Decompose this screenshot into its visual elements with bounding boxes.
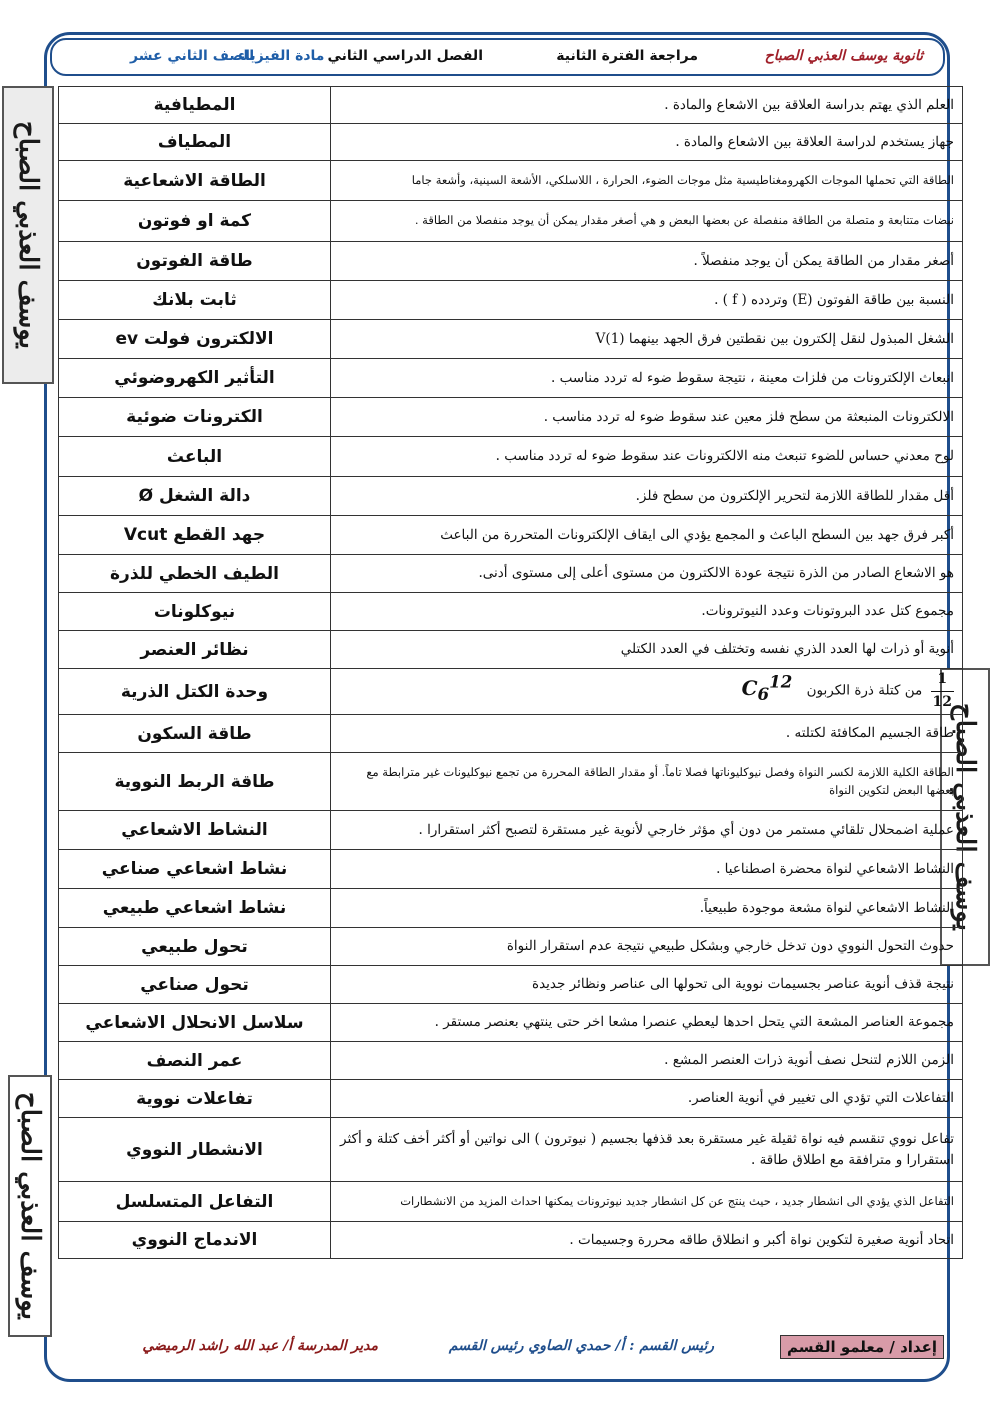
side-watermark-text: يوسف العذبي الصباح	[13, 121, 43, 349]
table-row	[59, 359, 963, 398]
side-watermark-text: يوسف العذبي الصباح	[950, 703, 980, 931]
glossary-table	[58, 86, 963, 1259]
term-cell: طاقة الفوتون	[59, 242, 331, 281]
table-row	[59, 555, 963, 593]
table-row	[59, 811, 963, 850]
term-cell: تحول صناعي	[59, 966, 331, 1004]
review-title: مراجعة الفترة الثانية	[556, 48, 698, 64]
table-row	[59, 1222, 963, 1259]
definition-cell: التفاعلات التي تؤدي الى تغيير في أنوية العناصر.	[331, 1080, 963, 1118]
department-head: رئيس القسم : أ/ حمدي الصاوي رئيس القسم	[448, 1338, 714, 1354]
table-row	[59, 631, 963, 669]
definition-cell: النسبة بين طاقة الفوتون (E) وتردده ( f ) .	[331, 281, 963, 320]
definition-cell: اتحاد أنوية صغيرة لتكوين نواة أكبر و انطلاق طاقه محررة وجسيمات .	[331, 1222, 963, 1259]
class-label: للصف الثاني عشر	[130, 48, 255, 64]
table-row	[59, 593, 963, 631]
term-cell: نشاط اشعاعي طبيعي	[59, 889, 331, 928]
term-cell: الكترونات ضوئية	[59, 398, 331, 437]
table-row	[59, 1004, 963, 1042]
term-cell: التأثير الكهروضوئي	[59, 359, 331, 398]
nuclide-symbol	[741, 671, 793, 704]
table-row	[59, 1118, 963, 1182]
term-cell: وحدة الكتل الذرية	[59, 669, 331, 715]
table-row	[59, 669, 963, 715]
definition-cell: حدوث التحول النووي دون تدخل خارجي وبشكل طبيعي نتيجة عدم استقرار النواة	[331, 928, 963, 966]
definition-cell: لوح معدني حساس للضوء تنبعث منه الالكترونات عند سقوط ضوء له تردد مناسب .	[331, 437, 963, 477]
definition-cell: أصغر مقدار من الطاقة يمكن أن يوجد منفصلاً .	[331, 242, 963, 281]
side-watermark-text: يوسف العذبي الصباح	[15, 1092, 45, 1320]
semester-label: الفصل الدراسي الثاني	[327, 48, 483, 64]
definition-cell: الطاقة التي تحملها الموجات الكهرومغناطيسية مثل موجات الضوء، الحرارة ، اللاسلكي، الأشعة السينية، وأشعة جاما	[331, 161, 963, 201]
table-row	[59, 398, 963, 437]
term-cell: جهد القطع Vcut	[59, 516, 331, 555]
page-footer	[58, 1332, 944, 1364]
term-cell: الطيف الخطي للذرة	[59, 555, 331, 593]
term-cell: سلاسل الانحلال الاشعاعي	[59, 1004, 331, 1042]
fraction-denominator: 12	[932, 694, 952, 710]
table-row	[59, 87, 963, 124]
nuclide-letter: C	[741, 676, 758, 700]
term-cell: تفاعلات نووية	[59, 1080, 331, 1118]
subject-label: مادة الفيزياء	[238, 48, 325, 64]
fraction	[931, 669, 954, 713]
table-row	[59, 850, 963, 889]
definition-cell: نتيجة قذف أنوية عناصر بجسيمات نووية الى تحولها الى عناصر ونظائر جديدة	[331, 966, 963, 1004]
table-row	[59, 320, 963, 359]
definition-cell: التفاعل الذي يؤدي الى انشطار جديد ، حيث ينتج عن كل انشطار جديد نيوترونات يمكنها احداث المزيد من الانشطارات	[331, 1182, 963, 1222]
table-row	[59, 281, 963, 320]
term-cell: نظائر العنصر	[59, 631, 331, 669]
definition-cell: أقل مقدار للطاقة اللازمة لتحرير الإلكترون من سطح فلز.	[331, 477, 963, 516]
definition-cell: الزمن اللازم لتنحل نصف أنوية ذرات العنصر المشع .	[331, 1042, 963, 1080]
definition-cell: نبضات متتابعة و متصلة من الطاقة منفصلة عن بعضها البعض و هي أصغر مقدار يمكن أن يوجد منفصلا من الطاقة .	[331, 201, 963, 242]
term-cell: النشاط الاشعاعي	[59, 811, 331, 850]
definition-cell: أكبر فرق جهد بين السطح الباعث و المجمع يؤدي الى ايقاف الإلكترونات المتحررة من الباعث	[331, 516, 963, 555]
term-cell: نشاط اشعاعي صناعي	[59, 850, 331, 889]
table-row	[59, 753, 963, 811]
definition-cell: انبعاث الإلكترونات من فلزات معينة ، نتيجة سقوط ضوء له تردد مناسب .	[331, 359, 963, 398]
nuclide-atomic-number: 6	[757, 684, 770, 704]
page-header	[50, 38, 945, 76]
table-row	[59, 242, 963, 281]
fraction-numerator: 1	[931, 669, 954, 692]
school-name: ثانوية يوسف العذبي الصباح	[764, 48, 923, 64]
definition-cell	[331, 669, 963, 715]
definition-cell: النشاط الاشعاعي لنواة محضرة اصطناعيا .	[331, 850, 963, 889]
definition-cell: طاقة الجسيم المكافئة لكتلته .	[331, 715, 963, 753]
term-cell: الطاقة الاشعاعية	[59, 161, 331, 201]
definition-cell: الالكترونات المنبعثة من سطح فلز معين عند سقوط ضوء له تردد مناسب .	[331, 398, 963, 437]
table-row	[59, 1042, 963, 1080]
definition-cell: جهاز يستخدم لدراسة العلاقة بين الاشعاع والمادة .	[331, 124, 963, 161]
definition-cell: الطاقة الكلية اللازمة لكسر النواة وفصل نيوكليوناتها فصلا تاماً. أو مقدار الطاقة المحررة من تجمع نيوكليونات غير مترابطة مع بعضها البعض لتكوين النواة	[331, 753, 963, 811]
term-cell: الباعث	[59, 437, 331, 477]
definition-text: من كتلة ذرة الكربون	[806, 683, 923, 699]
nuclide-mass-number: 12	[769, 671, 793, 692]
term-cell: نيوكلونات	[59, 593, 331, 631]
table-row	[59, 715, 963, 753]
table-row	[59, 201, 963, 242]
table-row	[59, 1182, 963, 1222]
definition-cell: أنوية أو ذرات لها العدد الذري نفسه وتختلف في العدد الكتلي	[331, 631, 963, 669]
table-row	[59, 516, 963, 555]
term-cell: تحول طبيعي	[59, 928, 331, 966]
table-row	[59, 477, 963, 516]
term-cell: الاندماج النووي	[59, 1222, 331, 1259]
term-cell: عمر النصف	[59, 1042, 331, 1080]
term-cell: طاقة السكون	[59, 715, 331, 753]
definition-cell: تفاعل نووي تنقسم فيه نواة ثقيلة غير مستقرة بعد قذفها بجسيم ( نيوترون ) الى نواتين أو أكثر أخف كتلة و أكثر استقرارا و مترافقة مع اطلاق طاقة .	[331, 1118, 963, 1182]
definition-cell: عملية اضمحلال تلقائي مستمر من دون أي مؤثر خارجي لأنوية غير مستقرة لتصبح أكثر استقرارا .	[331, 811, 963, 850]
definition-cell: العلم الذي يهتم بدراسة العلاقة بين الاشعاع والمادة .	[331, 87, 963, 124]
term-cell: التفاعل المتسلسل	[59, 1182, 331, 1222]
term-cell: الانشطار النووي	[59, 1118, 331, 1182]
table-row	[59, 966, 963, 1004]
term-cell: طاقة الربط النووية	[59, 753, 331, 811]
table-row	[59, 437, 963, 477]
term-cell: ثابت بلانك	[59, 281, 331, 320]
side-watermark	[8, 1075, 52, 1337]
prepared-by: إعداد / معلمو القسم	[780, 1335, 944, 1359]
definition-cell: مجموعة العناصر المشعة التي يتحل احدها ليعطي عنصرا مشعا اخر حتى ينتهي بعنصر مستقر .	[331, 1004, 963, 1042]
term-cell: الالكترون فولت ev	[59, 320, 331, 359]
definition-cell: النشاط الاشعاعي لنواة مشعة موجودة طبيعياً.	[331, 889, 963, 928]
definition-cell: هو الاشعاع الصادر من الذرة نتيجة عودة الالكترون من مستوى أعلى إلى مستوى أدنى.	[331, 555, 963, 593]
definition-cell: مجموع كتل عدد البروتونات وعدد النيوترونات.	[331, 593, 963, 631]
term-cell: دالة الشغل Ø	[59, 477, 331, 516]
term-cell: كمة او فوتون	[59, 201, 331, 242]
table-row	[59, 124, 963, 161]
table-row	[59, 161, 963, 201]
table-row	[59, 928, 963, 966]
term-cell: المطيافية	[59, 87, 331, 124]
side-watermark	[2, 86, 54, 384]
table-row	[59, 889, 963, 928]
definition-cell: الشغل المبذول لنقل إلكترون بين نقطتين فرق الجهد بينهما V(1)	[331, 320, 963, 359]
table-row	[59, 1080, 963, 1118]
term-cell: المطياف	[59, 124, 331, 161]
school-principal: مدير المدرسة أ/ عبد الله راشد الرميضي	[142, 1338, 378, 1354]
